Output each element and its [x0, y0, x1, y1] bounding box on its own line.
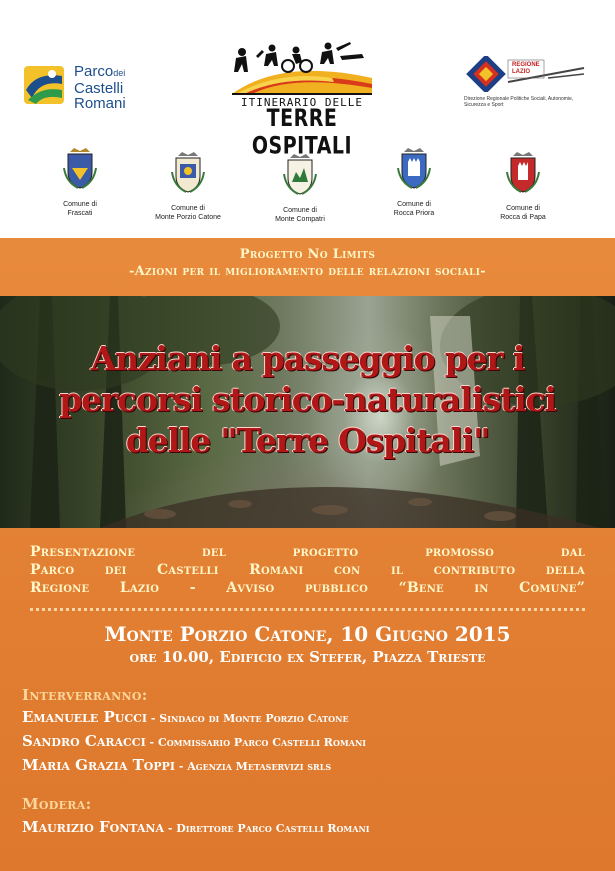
- speaker-role: - Sindaco di Monte Porzio Catone: [147, 712, 349, 725]
- event-title-line3: delle "Terre Ospitali": [125, 421, 490, 460]
- comune-frascati-name: Comune di Frascati: [63, 201, 97, 217]
- regione-lazio-logo: [464, 56, 594, 126]
- rocca-di-papa-crest-icon: [505, 152, 541, 194]
- event-title: [0, 338, 615, 461]
- terre-ospitali-title: TERRE OSPITALI: [251, 104, 353, 160]
- parco-logo-text: [74, 64, 126, 111]
- rocca-priora-crest-icon: [396, 148, 432, 190]
- speakers-label: Interverranno:: [22, 686, 148, 704]
- speaker-role: - Commissario Parco Castelli Romani: [145, 736, 367, 749]
- progetto-heading: [0, 246, 615, 280]
- presentazione-line2: Parco dei Castelli Romani con il contributo della: [30, 562, 585, 578]
- comune-rocca-priora-name: Comune di Rocca Priora: [393, 201, 435, 217]
- event-time-venue: ore 10.00, Edificio ex Stefer, Piazza Trieste: [129, 648, 486, 666]
- comuni-crests-row: [0, 148, 615, 236]
- poster-header: [0, 0, 615, 238]
- romani-word: Romani: [74, 95, 126, 112]
- progetto-name: Progetto No Limits: [239, 247, 376, 262]
- poster-body: [0, 238, 615, 871]
- presentazione-line1: Presentazione del progetto promosso dal: [30, 544, 585, 560]
- itinerario-terre-ospitali-logo: [222, 38, 382, 160]
- regione-lazio-direzione-text: Direzione Regionale Politiche Sociali, Autonomie, Sicurezza e Sport: [464, 96, 574, 108]
- speaker-role: - Agenzia Metaservizi srls: [175, 760, 332, 773]
- monte-porzio-catone-crest-icon: [170, 152, 206, 194]
- comune-rocca-priora: [369, 148, 459, 218]
- moderator-item: [22, 818, 370, 838]
- presentazione-text: [30, 543, 585, 597]
- presentazione-line3: Regione Lazio - Avviso pubblico “Bene in Comune”: [30, 580, 585, 596]
- regione-lazio-name: [512, 62, 546, 76]
- dotted-divider: [30, 608, 585, 612]
- lazio-word: LAZIO: [512, 69, 530, 75]
- speaker-item: [22, 708, 349, 728]
- speaker-name: Emanuele Pucci: [22, 708, 148, 726]
- parco-word: Parco: [74, 63, 114, 80]
- parco-dei-word: dei: [113, 68, 126, 78]
- parco-logo-icon: [22, 64, 66, 106]
- comune-monte-compatri: [255, 154, 345, 224]
- hiker-figures-icon: [222, 38, 382, 96]
- moderator-label: Modera:: [22, 795, 92, 813]
- event-title-line1: Anziani a passeggio per i: [90, 339, 525, 378]
- comune-monte-porzio-catone-name: Comune di Monte Porzio Catone: [155, 205, 221, 221]
- parco-castelli-romani-logo: [22, 60, 152, 114]
- speaker-name: Maria Grazia Toppi: [22, 756, 176, 774]
- speaker-name: Sandro Caracci: [22, 732, 146, 750]
- castelli-word: Castelli: [74, 80, 124, 97]
- comune-rocca-di-papa: [478, 152, 568, 222]
- speaker-item: [22, 756, 331, 776]
- itinerario-title: ITINERARIO DELLE: [241, 96, 363, 109]
- frascati-crest-icon: [62, 148, 98, 190]
- comune-monte-porzio-catone: [143, 152, 233, 222]
- speaker-item: [22, 732, 366, 752]
- comune-rocca-di-papa-name: Comune di Rocca di Papa: [500, 205, 546, 221]
- regione-word: REGIONE: [512, 62, 540, 68]
- comune-monte-compatri-name: Comune di Monte Compatri: [275, 207, 325, 223]
- comune-frascati: [35, 148, 125, 218]
- monte-compatri-crest-icon: [282, 154, 318, 196]
- event-title-line2: percorsi storico-naturalistici: [59, 380, 556, 419]
- moderator-role: - Direttore Parco Castelli Romani: [164, 822, 370, 835]
- moderator-name: Maurizio Fontana: [22, 818, 164, 836]
- event-date-location: Monte Porzio Catone, 10 Giugno 2015: [104, 622, 511, 646]
- forest-path-photo: [0, 296, 615, 528]
- progetto-subtitle: -Azioni per il miglioramento delle relazioni sociali-: [128, 264, 487, 279]
